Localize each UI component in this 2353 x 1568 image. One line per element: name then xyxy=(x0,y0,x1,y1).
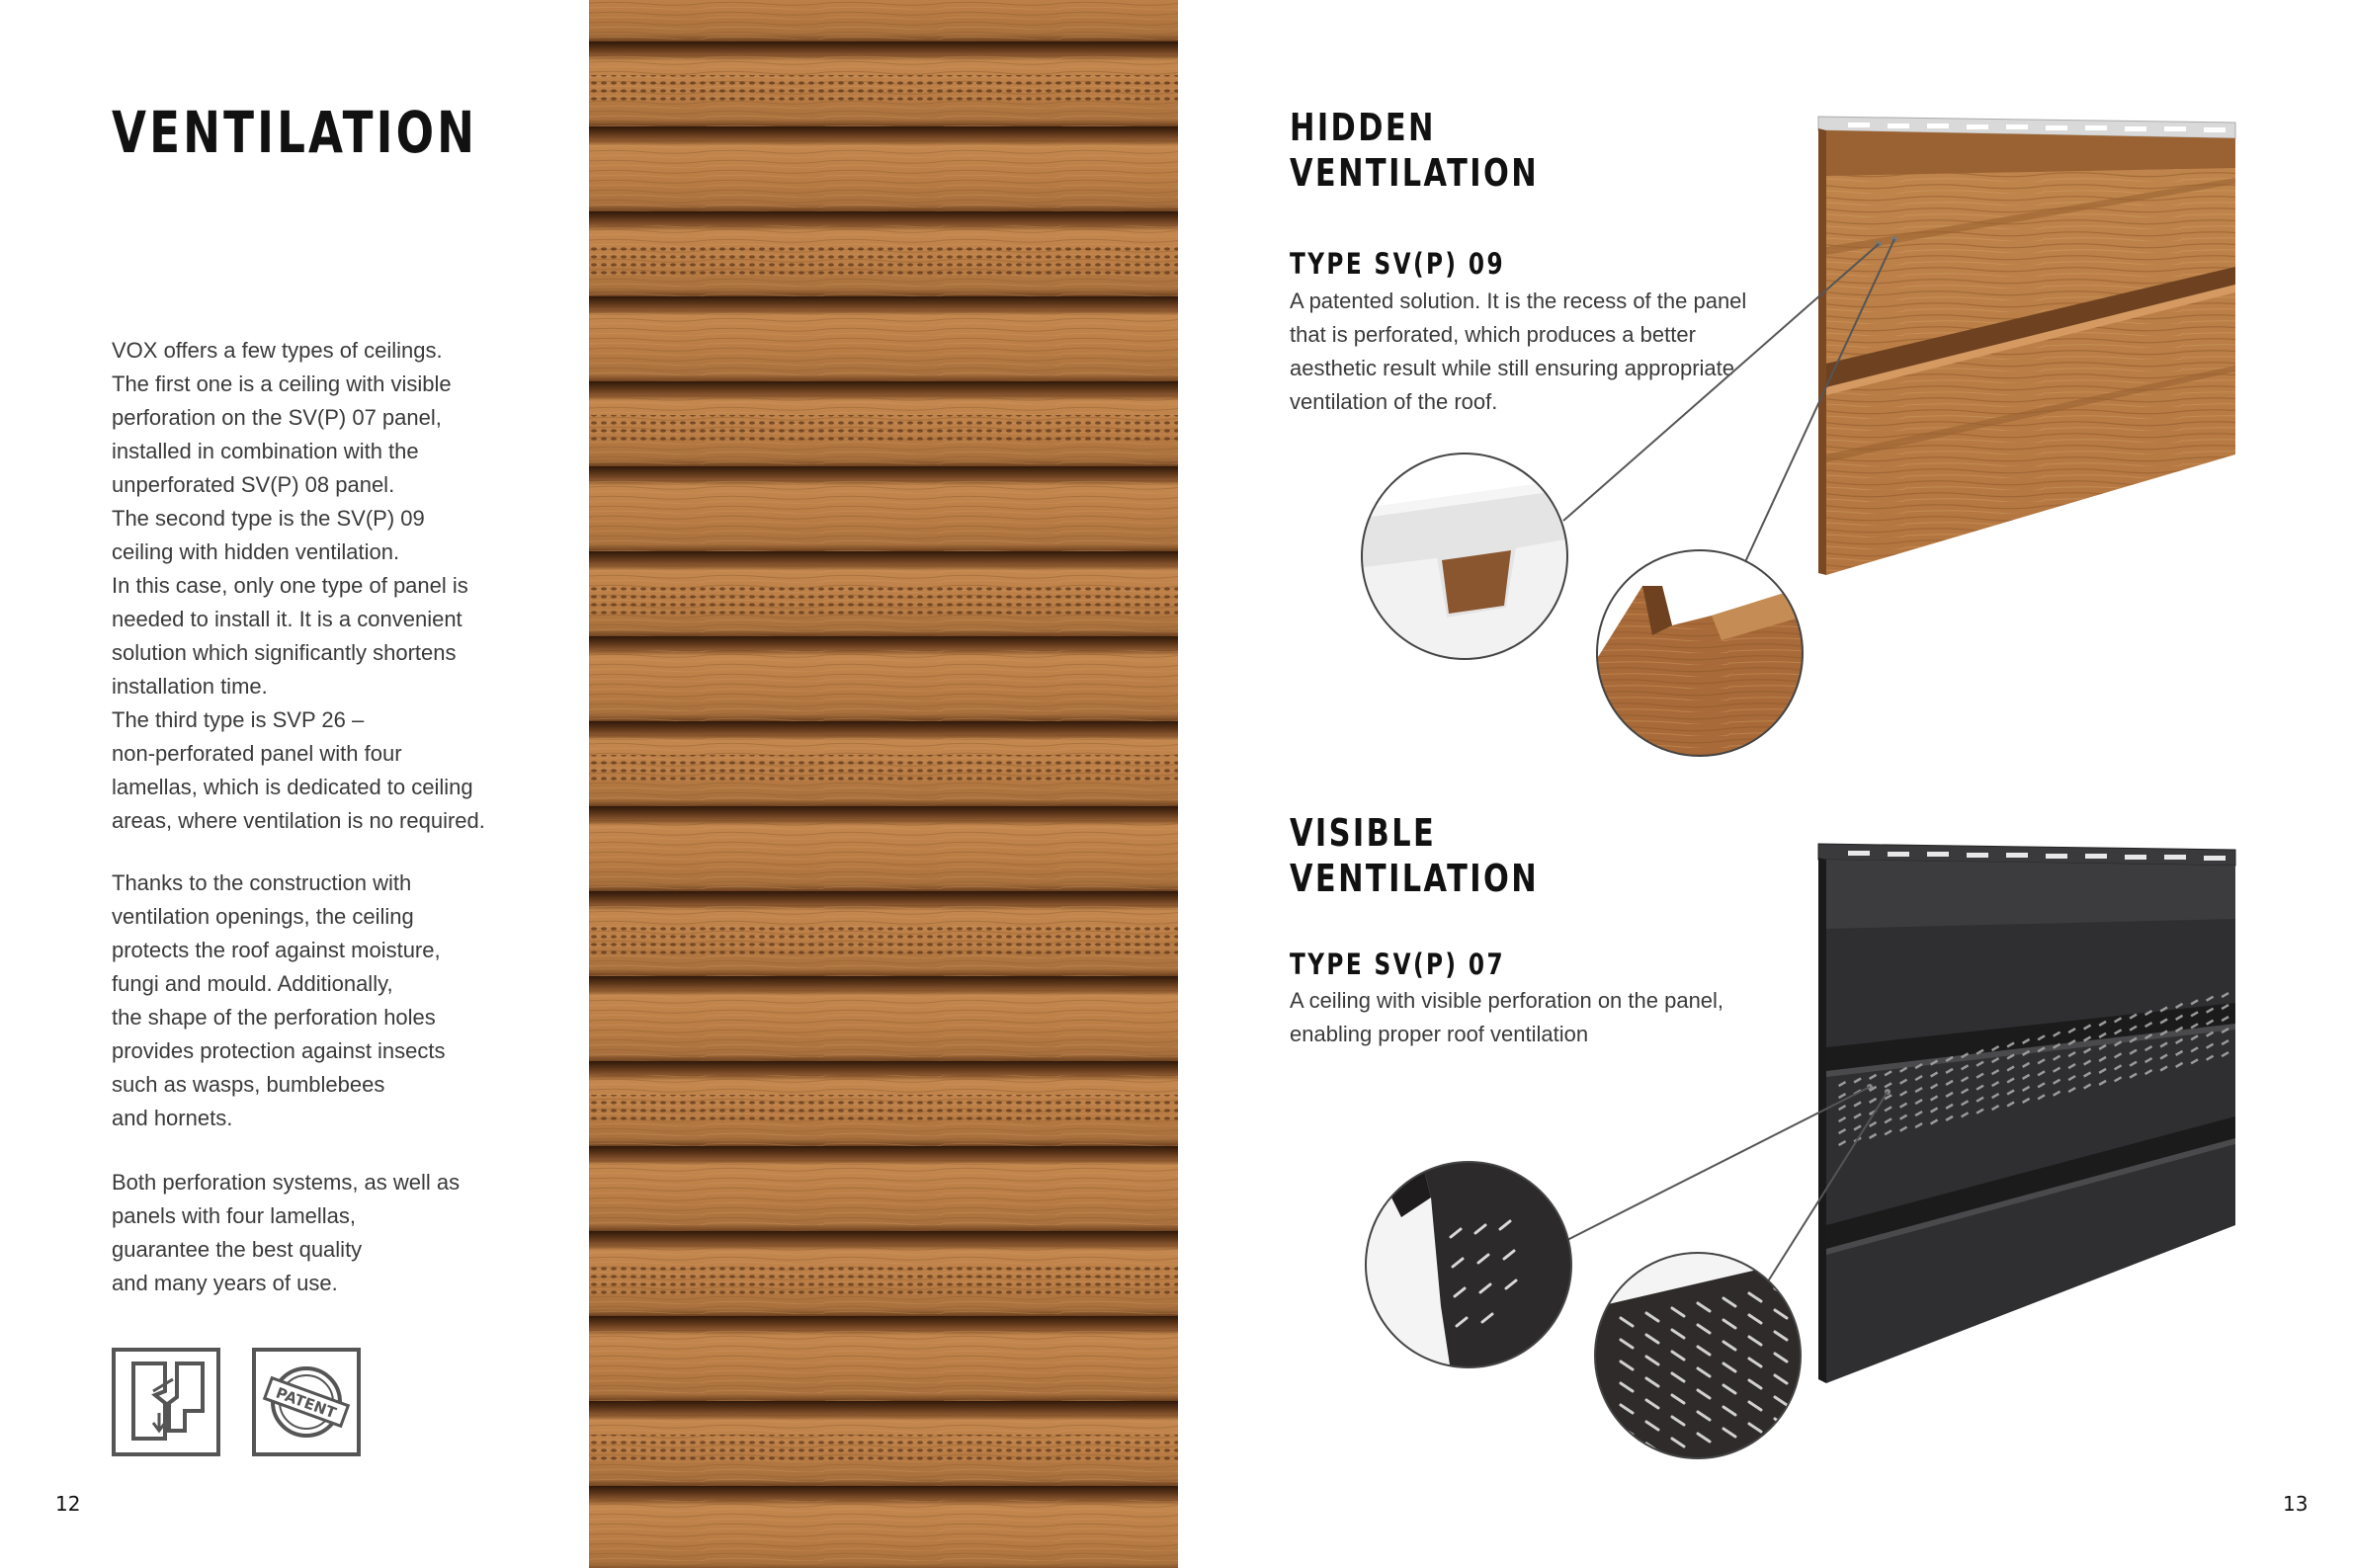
wood-board xyxy=(589,55,1178,140)
text-line: unperforated SV(P) 08 panel. xyxy=(112,472,395,497)
text-line: VOX offers a few types of ceilings. xyxy=(112,338,443,363)
text-line: installed in combination with the xyxy=(112,439,419,463)
wood-board xyxy=(589,1075,1178,1160)
text-line: aesthetic result while still ensuring appropriate xyxy=(1290,356,1735,380)
text-line: In this case, only one type of panel is xyxy=(112,573,468,598)
hidden-profile-detail-white xyxy=(1358,450,1571,663)
text-line: areas, where ventilation is no required. xyxy=(112,808,485,833)
text-line: that is perforated, which produces a better xyxy=(1290,322,1696,347)
patent-icon xyxy=(252,1348,361,1456)
wood-board xyxy=(589,1160,1178,1245)
wood-board xyxy=(589,310,1178,395)
text-line: protects the roof against moisture, xyxy=(112,938,441,962)
text-line: and many years of use. xyxy=(112,1271,338,1295)
wood-board xyxy=(589,565,1178,650)
text-line: and hornets. xyxy=(112,1106,233,1130)
text-line: Both perforation systems, as well as xyxy=(112,1170,461,1195)
patent-label: PATENT xyxy=(273,1383,339,1423)
text-line: enabling proper roof ventilation xyxy=(1290,1022,1589,1046)
text-line: perforation on the SV(P) 07 panel, xyxy=(112,405,442,430)
text-line: guarantee the best quality xyxy=(112,1237,363,1262)
wood-board xyxy=(589,820,1178,905)
text-line: The third type is SVP 26 – xyxy=(112,707,365,732)
text-line: ceiling with hidden ventilation. xyxy=(112,539,400,564)
text-line: the shape of the perforation holes xyxy=(112,1005,436,1030)
wood-board xyxy=(589,395,1178,480)
text-line: Thanks to the construction with xyxy=(112,870,412,895)
text-line: fungi and mould. Additionally, xyxy=(112,971,393,996)
visible-profile-detail-1 xyxy=(1362,1158,1575,1371)
text-line: ventilation of the roof. xyxy=(1290,389,1498,414)
text-line: non-perforated panel with four xyxy=(112,741,402,766)
text-line: needed to install it. It is a convenient xyxy=(112,607,462,631)
intro-paragraph xyxy=(112,334,485,838)
text-line: provides protection against insects xyxy=(112,1038,446,1063)
text-line: The first one is a ceiling with visible xyxy=(112,371,452,396)
wood-board xyxy=(589,0,1178,55)
perforation-slot xyxy=(1621,1448,1633,1456)
wood-board xyxy=(589,650,1178,735)
text-line: such as wasps, bumblebees xyxy=(112,1072,385,1097)
text-line: solution which significantly shortens xyxy=(112,640,457,665)
wood-board xyxy=(589,905,1178,990)
text-line: ventilation openings, the ceiling xyxy=(112,904,414,929)
wood-board xyxy=(589,1245,1178,1330)
installation-icon xyxy=(112,1348,220,1456)
wood-board xyxy=(589,140,1178,225)
wood-board xyxy=(589,1330,1178,1415)
wood-board xyxy=(589,480,1178,565)
visible-title-line2: VENTILATION xyxy=(1290,857,1540,900)
page-number-left: 12 xyxy=(55,1492,81,1516)
visible-title-line1: VISIBLE xyxy=(1290,811,1437,855)
wood-soffit-image xyxy=(589,0,1178,1568)
hidden-profile-detail-wood xyxy=(1593,546,1807,760)
wood-board xyxy=(589,225,1178,310)
wood-board xyxy=(589,990,1178,1075)
text-line: lamellas, which is dedicated to ceiling xyxy=(112,775,473,799)
benefits-paragraph xyxy=(112,867,446,1135)
page-title: VENTILATION xyxy=(112,99,478,166)
text-line: The second type is the SV(P) 09 xyxy=(112,506,425,531)
text-line: installation time. xyxy=(112,674,268,699)
text-line: panels with four lamellas, xyxy=(112,1203,357,1228)
visible-profile-detail-2 xyxy=(1591,1249,1805,1462)
hidden-title-line2: VENTILATION xyxy=(1290,151,1540,195)
wood-board xyxy=(589,735,1178,820)
hidden-type-label: TYPE SV(P) 09 xyxy=(1290,247,1505,281)
text-line: A ceiling with visible perforation on the panel, xyxy=(1290,988,1724,1013)
text-line: A patented solution. It is the recess of the panel xyxy=(1290,289,1747,313)
wood-board xyxy=(589,1500,1178,1568)
wood-board xyxy=(589,1415,1178,1500)
quality-paragraph xyxy=(112,1166,460,1300)
hidden-title-line1: HIDDEN xyxy=(1290,106,1436,149)
visible-type-label: TYPE SV(P) 07 xyxy=(1290,948,1505,981)
page-number-right: 13 xyxy=(2283,1492,2309,1516)
